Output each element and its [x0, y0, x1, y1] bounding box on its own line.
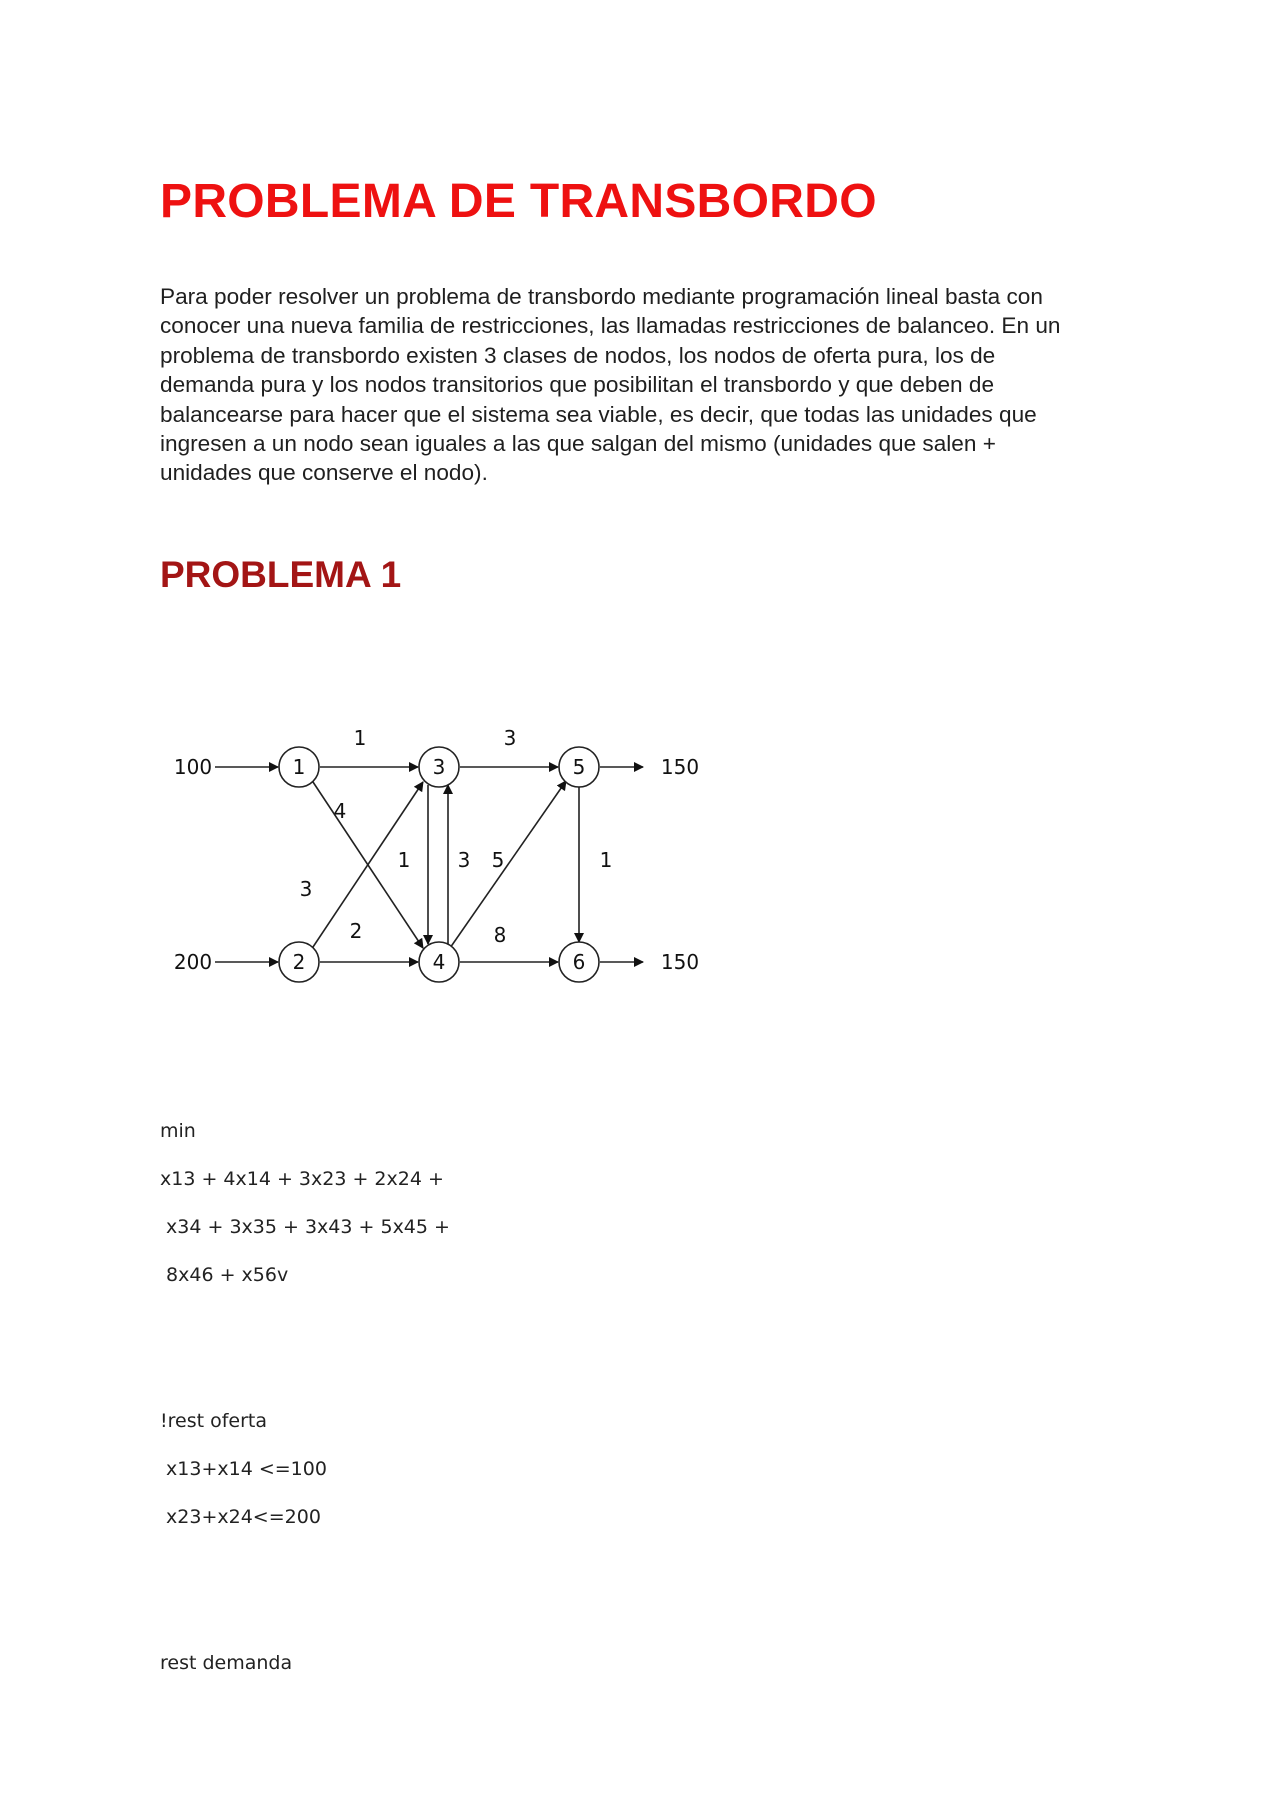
cost-4-6: 8	[493, 923, 507, 947]
demand-constraints-label: rest demanda	[160, 1652, 293, 1674]
cost-2-3: 3	[299, 877, 313, 901]
node-1-label: 1	[292, 755, 306, 779]
objective-line: 8x46 + x56v	[160, 1264, 289, 1286]
intro-line: balancearse para hacer que el sistema sea viable, es decir, que todas las unidades que	[160, 401, 1037, 427]
objective-line: x13 + 4x14 + 3x23 + 2x24 +	[160, 1168, 444, 1190]
supply-2-value: 200	[173, 950, 213, 974]
cost-3-5: 3	[503, 726, 517, 750]
intro-line: problema de transbordo existen 3 clases de nodos, los nodos de oferta pura, los de	[160, 342, 996, 368]
intro-line: conocer una nueva familia de restricciones, las llamadas restricciones de balanceo. En un	[160, 313, 1061, 339]
intro-paragraph	[160, 282, 1120, 488]
cost-1-4: 4	[333, 799, 347, 823]
supply-constraint: x13+x14 <=100	[160, 1458, 327, 1480]
intro-line: demanda pura y los nodos transitorios que posibilitan el transbordo y que deben de	[160, 372, 995, 398]
cost-5-6: 1	[599, 848, 613, 872]
intro-line: ingresen a un nodo sean iguales a las que salgan del mismo (unidades que salen +	[160, 431, 996, 457]
intro-line: unidades que conserve el nodo).	[160, 460, 488, 486]
cost-4-5: 5	[491, 848, 505, 872]
cost-3-4: 1	[397, 848, 411, 872]
node-6-label: 6	[572, 950, 586, 974]
node-2-label: 2	[292, 950, 306, 974]
page-title: PROBLEMA DE TRANSBORDO	[160, 175, 877, 228]
supply-constraint: x23+x24<=200	[160, 1506, 321, 1528]
demand-6-value: 150	[660, 950, 700, 974]
demand-5-value: 150	[660, 755, 700, 779]
supply-1-value: 100	[173, 755, 213, 779]
objective-line: x34 + 3x35 + 3x43 + 5x45 +	[160, 1216, 450, 1238]
node-4-label: 4	[432, 950, 446, 974]
transshipment-network-diagram	[160, 712, 720, 1002]
intro-line: Para poder resolver un problema de transbordo mediante programación lineal basta con	[160, 284, 1043, 309]
section-heading: PROBLEMA 1	[160, 554, 402, 595]
supply-constraints-label: !rest oferta	[160, 1410, 267, 1432]
node-3-label: 3	[432, 755, 446, 779]
cost-4-3: 3	[457, 848, 471, 872]
cost-2-4: 2	[349, 919, 363, 943]
cost-1-3: 1	[353, 726, 367, 750]
node-5-label: 5	[572, 755, 586, 779]
objective-label: min	[160, 1120, 196, 1142]
